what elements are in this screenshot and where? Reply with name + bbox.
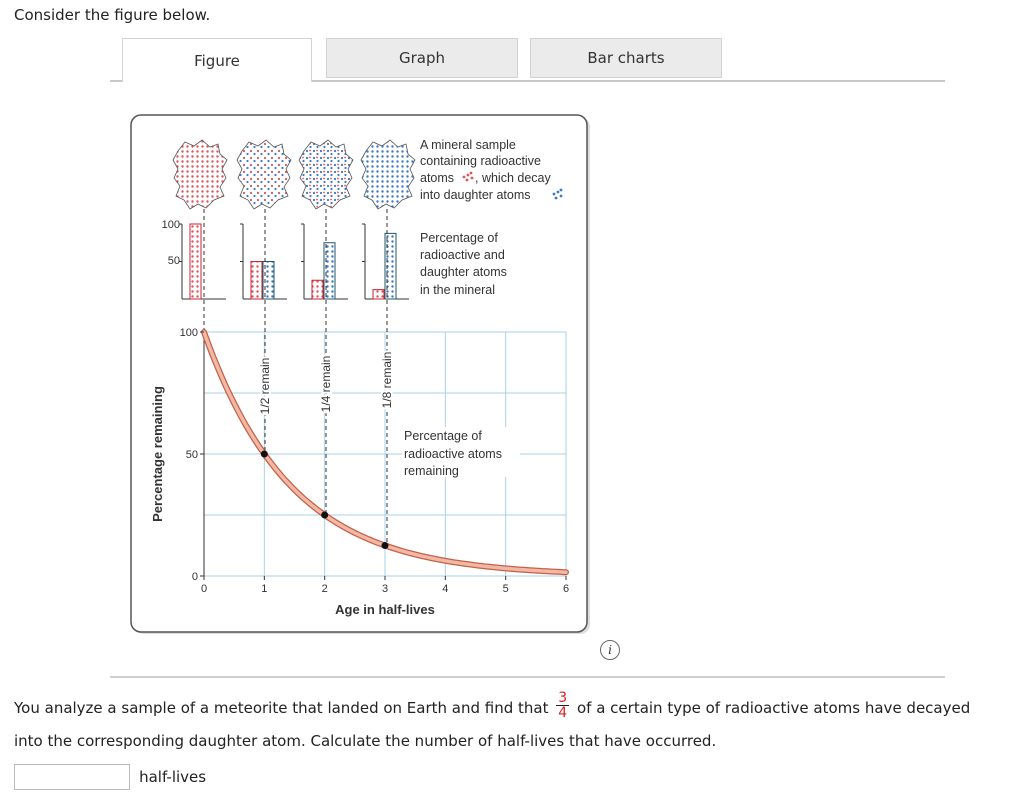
remain-label-quarter: 1/4 remain <box>319 355 333 413</box>
half-life-point <box>261 451 268 458</box>
tab-bar-charts[interactable]: Bar charts <box>530 38 722 78</box>
radioactive-bar <box>190 224 201 299</box>
bar-axis-tick-50: 50 <box>167 255 180 267</box>
radioactive-bar <box>251 262 262 300</box>
x-tick-label: 5 <box>502 583 509 595</box>
caption-sample-line-1: A mineral sample <box>420 138 516 152</box>
caption-sample-line-3b: , which decay <box>475 171 551 185</box>
x-tick-label: 2 <box>321 583 328 595</box>
half-life-point <box>321 512 328 519</box>
question-part-2: of a certain type of radioactive atoms have decayed <box>576 699 971 717</box>
curve-label-line-2: radioactive atoms <box>404 447 502 461</box>
x-tick-label: 6 <box>562 583 570 595</box>
fraction-denominator: 4 <box>558 705 568 721</box>
intro-text: Consider the figure below. <box>14 6 211 24</box>
y-axis-title: Percentage remaining <box>150 386 165 522</box>
x-axis-title: Age in half-lives <box>335 602 435 617</box>
fraction-three-quarters <box>556 691 569 720</box>
y-tick-label: 0 <box>191 571 198 583</box>
radioactive-bar <box>373 290 384 299</box>
curve-label-line-1: Percentage of <box>404 429 482 443</box>
question-part-1: You analyze a sample of a meteorite that landed on Earth and find that <box>14 699 549 717</box>
half-life-figure <box>130 114 592 636</box>
x-tick-label: 4 <box>442 583 449 595</box>
remain-label-eighth: 1/8 remain <box>380 351 394 409</box>
tab-figure[interactable]: Figure <box>122 38 312 82</box>
x-tick-label: 3 <box>381 583 389 595</box>
remain-label-half: 1/2 remain <box>258 357 272 415</box>
half-lives-input[interactable] <box>14 764 130 790</box>
bar-axis-tick-100: 100 <box>161 219 180 231</box>
tab-bar <box>110 38 945 82</box>
caption-sample-line-4: into daughter atoms <box>420 188 531 202</box>
answer-unit: half-lives <box>139 768 207 786</box>
caption-sample-line-3a: atoms <box>420 171 455 185</box>
caption-percentage-line-2: radioactive and <box>420 248 505 262</box>
caption-percentage-line-3: daughter atoms <box>420 265 507 279</box>
x-tick-label: 1 <box>261 583 268 595</box>
half-life-point <box>382 542 389 549</box>
caption-percentage-line-1: Percentage of <box>420 231 498 245</box>
question-text <box>14 692 1014 758</box>
section-divider <box>110 676 945 678</box>
tab-graph[interactable]: Graph <box>326 38 518 78</box>
question-line-2: into the corresponding daughter atom. Calculate the number of half-lives that have occurred. <box>14 732 717 750</box>
radioactive-bar <box>312 280 323 299</box>
x-tick-label: 0 <box>200 583 208 595</box>
y-tick-label: 100 <box>179 327 198 339</box>
y-tick-label: 50 <box>185 449 198 461</box>
caption-sample-line-2: containing radioactive <box>420 154 541 168</box>
caption-percentage-line-4: in the mineral <box>420 283 496 297</box>
answer-row <box>14 764 206 790</box>
fraction-numerator: 3 <box>558 690 568 706</box>
info-icon[interactable]: i <box>600 640 620 660</box>
curve-label-line-3: remaining <box>404 464 459 478</box>
